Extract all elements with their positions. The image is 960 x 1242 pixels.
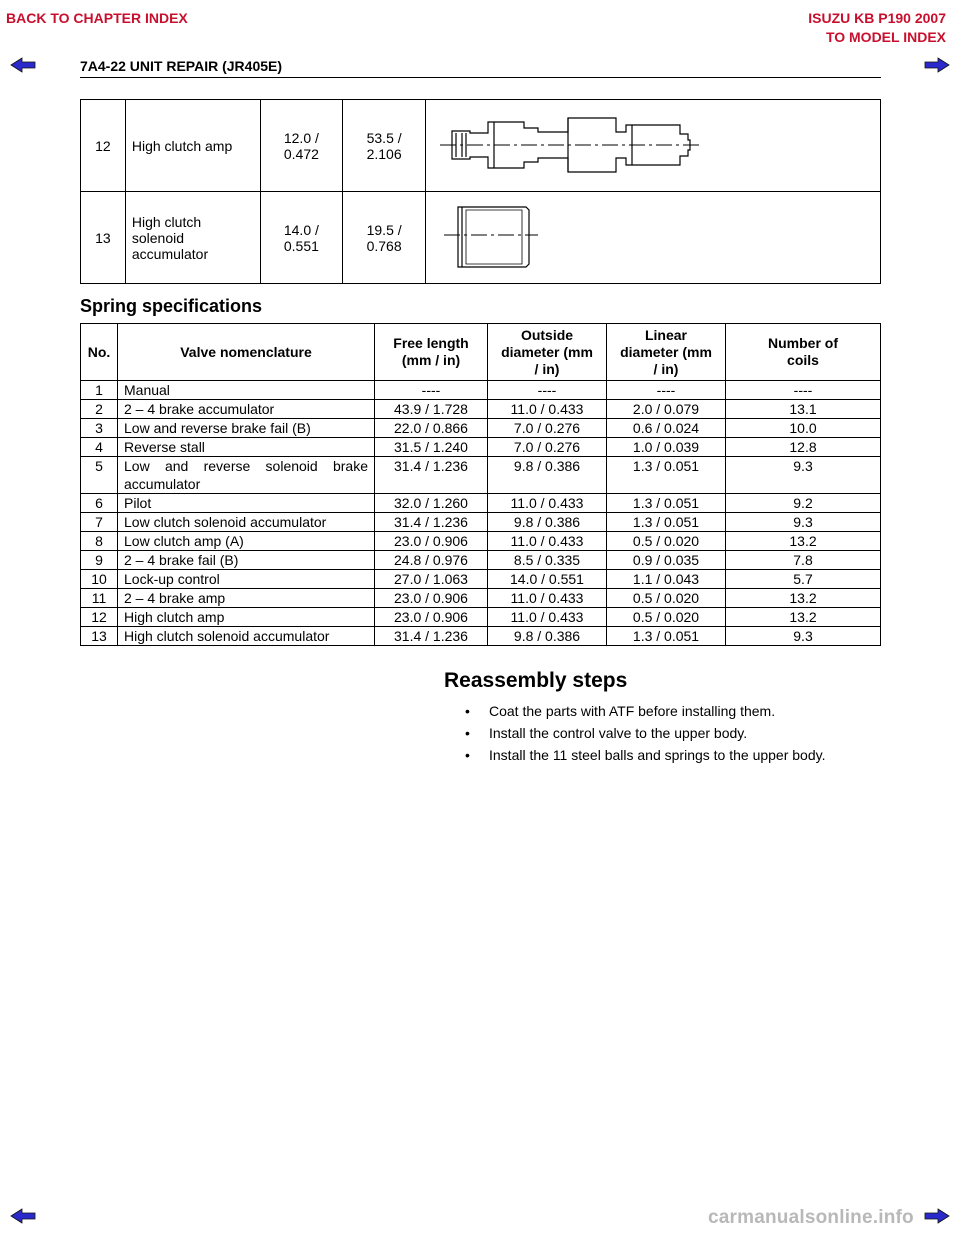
- cell-free: 32.0 / 1.260: [375, 494, 488, 513]
- cell-coils: 9.3: [726, 457, 881, 494]
- cell-od: 9.8 / 0.386: [488, 513, 607, 532]
- cell-od: 14.0 / 0.551: [488, 570, 607, 589]
- cell-od: ----: [488, 381, 607, 400]
- table-row: [81, 570, 881, 589]
- list-item: • Coat the parts with ATF before installing them.: [465, 703, 776, 719]
- cell-free: 23.0 / 0.906: [375, 589, 488, 608]
- cell-free: 43.9 / 1.728: [375, 400, 488, 419]
- table-row: [81, 100, 881, 192]
- cell-lin: 1.1 / 0.043: [607, 570, 726, 589]
- cell-lin: 0.5 / 0.020: [607, 589, 726, 608]
- table-row: [81, 494, 881, 513]
- list-item: • Install the 11 steel balls and springs to the upper body.: [465, 747, 826, 763]
- col-header-coils: Number of coils: [726, 324, 881, 381]
- cell-coils: 7.8: [726, 551, 881, 570]
- cell-coils: 5.7: [726, 570, 881, 589]
- cell-od: 11.0 / 0.433: [488, 608, 607, 627]
- cell-name: Manual: [118, 381, 375, 400]
- cell-name: Reverse stall: [118, 438, 375, 457]
- table-row: [81, 608, 881, 627]
- back-to-chapter-index-link[interactable]: BACK TO CHAPTER INDEX: [6, 10, 188, 26]
- page-header-title: 7A4-22 UNIT REPAIR (JR405E): [80, 58, 283, 74]
- valve-dim-1: 12.0 / 0.472: [260, 100, 343, 192]
- cell-od: 9.8 / 0.386: [488, 457, 607, 494]
- cell-od: 11.0 / 0.433: [488, 400, 607, 419]
- valve-dim-2: 19.5 / 0.768: [343, 192, 426, 284]
- cell-od: 9.8 / 0.386: [488, 627, 607, 646]
- cell-no: 6: [81, 494, 118, 513]
- cell-free: 31.4 / 1.236: [375, 627, 488, 646]
- table-row: [81, 513, 881, 532]
- cell-free: 23.0 / 0.906: [375, 532, 488, 551]
- cell-coils: 13.2: [726, 532, 881, 551]
- cell-coils: 9.3: [726, 513, 881, 532]
- cell-name: Low and reverse brake fail (B): [118, 419, 375, 438]
- table-row: [81, 627, 881, 646]
- reassembly-steps-heading: Reassembly steps: [444, 669, 628, 692]
- cell-no: 3: [81, 419, 118, 438]
- cell-free: 31.4 / 1.236: [375, 513, 488, 532]
- cell-coils: 12.8: [726, 438, 881, 457]
- cell-coils: 13.2: [726, 608, 881, 627]
- cell-no: 4: [81, 438, 118, 457]
- cell-no: 9: [81, 551, 118, 570]
- cell-coils: 13.1: [726, 400, 881, 419]
- accumulator-piston-drawing: [426, 192, 881, 284]
- to-model-index-link[interactable]: TO MODEL INDEX: [825, 29, 946, 45]
- list-item: • Install the control valve to the upper body.: [465, 725, 748, 741]
- spring-specifications-table: [80, 323, 881, 646]
- cell-lin: 0.5 / 0.020: [607, 532, 726, 551]
- table-row: [81, 192, 881, 284]
- prev-page-arrow-icon-bottom[interactable]: [10, 1208, 36, 1224]
- cell-od: 7.0 / 0.276: [488, 438, 607, 457]
- table-row: [81, 438, 881, 457]
- cell-free: 22.0 / 0.866: [375, 419, 488, 438]
- next-page-arrow-icon[interactable]: [924, 57, 950, 73]
- cell-name: Lock-up control: [118, 570, 375, 589]
- cell-no: 8: [81, 532, 118, 551]
- col-header-linear-diameter: Linear diameter (mm / in): [607, 324, 726, 381]
- cell-od: 11.0 / 0.433: [488, 589, 607, 608]
- cell-name: Low clutch solenoid accumulator: [118, 513, 375, 532]
- cell-name: Low and reverse solenoid brake accumulator: [118, 457, 375, 494]
- cell-lin: 0.6 / 0.024: [607, 419, 726, 438]
- reassembly-steps-list: [463, 702, 825, 768]
- cell-coils: 9.3: [726, 627, 881, 646]
- table-row: [81, 381, 881, 400]
- cell-free: 31.4 / 1.236: [375, 457, 488, 494]
- cell-lin: 2.0 / 0.079: [607, 400, 726, 419]
- valve-spool-drawing: [426, 100, 881, 192]
- cell-free: 31.5 / 1.240: [375, 438, 488, 457]
- next-page-arrow-icon-bottom[interactable]: [924, 1208, 950, 1224]
- cell-no: 5: [81, 457, 118, 494]
- cell-lin: 1.3 / 0.051: [607, 457, 726, 494]
- cell-od: 11.0 / 0.433: [488, 532, 607, 551]
- valve-dimension-table: [80, 99, 881, 284]
- table-row: [81, 551, 881, 570]
- cell-no: 7: [81, 513, 118, 532]
- table-header-row: [81, 324, 881, 381]
- prev-page-arrow-icon[interactable]: [10, 57, 36, 73]
- col-header-outside-diameter: Outside diameter (mm / in): [488, 324, 607, 381]
- cell-no: 11: [81, 589, 118, 608]
- valve-name: High clutch solenoid accumulator: [125, 192, 260, 284]
- cell-name: 2 – 4 brake accumulator: [118, 400, 375, 419]
- cell-coils: 9.2: [726, 494, 881, 513]
- cell-coils: 13.2: [726, 589, 881, 608]
- cell-free: 23.0 / 0.906: [375, 608, 488, 627]
- cell-coils: 10.0: [726, 419, 881, 438]
- valve-dim-2: 53.5 / 2.106: [343, 100, 426, 192]
- cell-od: 8.5 / 0.335: [488, 551, 607, 570]
- model-title-link[interactable]: ISUZU KB P190 2007: [808, 10, 946, 26]
- cell-name: 2 – 4 brake fail (B): [118, 551, 375, 570]
- bullet-icon: •: [465, 747, 470, 763]
- cell-lin: 1.3 / 0.051: [607, 513, 726, 532]
- cell-name: Low clutch amp (A): [118, 532, 375, 551]
- cell-name: 2 – 4 brake amp: [118, 589, 375, 608]
- cell-lin: 1.3 / 0.051: [607, 627, 726, 646]
- cell-name: High clutch amp: [118, 608, 375, 627]
- col-header-name: Valve nomenclature: [118, 324, 375, 381]
- cell-lin: 0.5 / 0.020: [607, 608, 726, 627]
- cell-coils: ----: [726, 381, 881, 400]
- cell-name: Pilot: [118, 494, 375, 513]
- cell-lin: 1.3 / 0.051: [607, 494, 726, 513]
- spring-specifications-heading: Spring specifications: [80, 296, 263, 316]
- valve-name: High clutch amp: [125, 100, 260, 192]
- col-header-no: No.: [81, 324, 118, 381]
- cell-od: 11.0 / 0.433: [488, 494, 607, 513]
- table-row: [81, 400, 881, 419]
- site-watermark: carmanualsonline.info: [708, 1207, 914, 1228]
- table-row: [81, 457, 881, 494]
- col-header-free-length: Free length (mm / in): [375, 324, 488, 381]
- table-row: [81, 589, 881, 608]
- cell-lin: ----: [607, 381, 726, 400]
- valve-dim-1: 14.0 / 0.551: [260, 192, 343, 284]
- cell-no: 1: [81, 381, 118, 400]
- cell-free: 27.0 / 1.063: [375, 570, 488, 589]
- row-number: 12: [81, 100, 126, 192]
- cell-no: 10: [81, 570, 118, 589]
- bullet-icon: •: [465, 703, 470, 719]
- table-row: [81, 532, 881, 551]
- cell-od: 7.0 / 0.276: [488, 419, 607, 438]
- cell-name: High clutch solenoid accumulator: [118, 627, 375, 646]
- cell-no: 2: [81, 400, 118, 419]
- cell-free: ----: [375, 381, 488, 400]
- cell-no: 13: [81, 627, 118, 646]
- cell-lin: 0.9 / 0.035: [607, 551, 726, 570]
- cell-free: 24.8 / 0.976: [375, 551, 488, 570]
- cell-no: 12: [81, 608, 118, 627]
- bullet-icon: •: [465, 725, 470, 741]
- header-divider: [80, 77, 881, 78]
- cell-lin: 1.0 / 0.039: [607, 438, 726, 457]
- table-row: [81, 419, 881, 438]
- row-number: 13: [81, 192, 126, 284]
